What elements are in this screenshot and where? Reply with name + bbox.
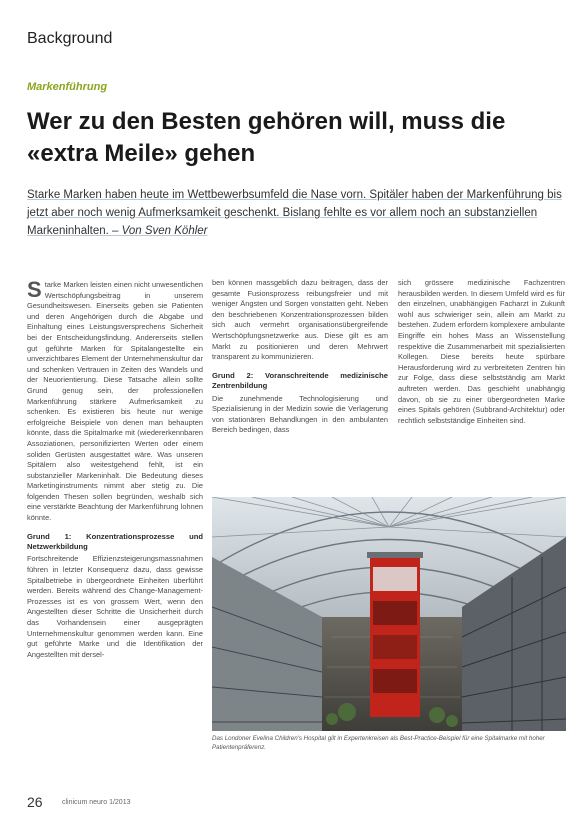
author-byline: Von Sven Köhler — [121, 225, 208, 237]
page-number: 26 — [27, 794, 43, 810]
col2-paragraph-1: ben können massgeblich dazu beitragen, dass der gesamte Fusionsprozess reibungsfreier und mit weniger Ängsten und Sorgen vonstatten geht. Neben den beschriebenen Konzentrationsprozessen bilden sich auch vermehrt organisationsübergreifende Wertschöpfungsnetzwerke aus. Diese gilt es am Markt zu positionieren und deren Mehrwert transparent zu kommunizieren. — [212, 278, 388, 362]
article-lead — [27, 186, 563, 240]
lead-text: Starke Marken haben heute im Wettbewerbsumfeld die Nase vorn. Spitäler haben der Markenführung bis jetzt aber noch wenig Aufmerksamkeit geschenkt. Bislang fehlte es vor allem noch an substanziellen Markeninhalten. – — [27, 189, 562, 237]
article-title: Wer zu den Besten gehören will, muss die «extra Meile» gehen — [27, 108, 506, 167]
col2-subheading: Grund 2: Voranschreitende medizinische Zentrenbildung — [212, 370, 388, 391]
col3-paragraph-1: sich grössere medizinische Fachzentren herausbilden werden. In diesem Umfeld wird es für den einzelnen, unabhängigen Facharzt in Zukunft wohl aus schwieriger sein, allein am Markt zu bestehen. Zudem erfordern komplexere ambulante Eingriffe ein hohes Mass an Wissenstellung respektive die Zusammenarbeit mit spezialisierten Kollegen. Diese bereits heute spürbare Herausforderung wird zu verbreiteten Zentren hin zur Folge, dass diese selbstständig am Markt auftreten werden. Das geschieht unabhängig davon, ob sie zu einer übergeordneten Marke eines Spitals gehören (Subbrand-Architektur) oder rechtlich selbstständige Einheiten sind. — [398, 278, 565, 425]
col1-paragraph-1: tarke Marken leisten einen nicht unwesentlichen Wertschöpfungsbeitrag in unserem Gesundheitswesen. Einerseits geben sie Patienten und deren Angehörigen durch die Abgabe und Einhaltung eines Leistungsversprechens Sicherheit bei der Entscheidungsfindung. Andererseits stellen gut geführte Marken für Spitalangestellte ein unverzichtbares Element der Unternehmenskultur dar und schenken Vertrauen in Zeiten des Wandels und der Neuorientierung. Diese Tatsache allein sollte Grund genug sein, der professionellen Markenführung stärkere Aufmerksamkeit zu schenken. Es existieren bis heute nur wenige erfolgreiche Beispiele von denen man behaupten könnte, dass die Spitalmarke mit (wiedererkennbaren Assoziationen, personifizierten Werten oder einem soliden Gerüsten ausgestattet wäre. Was unseren Spitälern also weitestgehend fehlt, ist ein substanzieller Markeninhalt. Die Bedeutung dieses Marketinginstruments nimmt aber stetig zu. Die folgenden Thesen sollen begründen, weshalb sich eine verstärkte Beachtung der Markenführung lohnen könnte. — [27, 280, 203, 523]
hospital-atrium-photo — [212, 497, 566, 731]
section-label: Background — [27, 30, 113, 47]
drop-cap: S — [27, 280, 42, 302]
photo-caption: Das Londoner Evelina Children's Hospital gilt in Expertenkreisen als Best-Practice-Beispiel für eine Spitalmarke mit hoher Patientenpräferenz. — [212, 735, 545, 751]
col2-paragraph-2: Die zunehmende Technologisierung und Spezialisierung in der Medizin sowie die Verlagerung von stationären Behandlungen in den ambulanten Bereich bedingen, dass — [212, 393, 388, 435]
text-column-2 — [212, 278, 388, 488]
article-kicker: Markenführung — [27, 81, 108, 93]
publication-info: clinicum neuro 1/2013 — [62, 799, 131, 806]
text-column-1 — [27, 280, 203, 755]
col1-paragraph-2: Fortschreitende Effizienzsteigerungsmassnahmen führen in letzter Konsequenz dazu, dass gewisse Spitalbetriebe in übergeordnete Einheiten überführt werden. Bereits während des Change-Management-Prozesses ist es von grossem Wert, wenn den Angestellten dieser Schritte die Unsicherheit durch das Vorhandensein einer ausgeprägten Unternehmenskultur genommen werden kann. Eine gut geführte Marke und die Identifikation der Angestellten mit dersel- — [27, 554, 203, 659]
text-column-3 — [398, 278, 565, 488]
col1-subheading: Grund 1: Konzentrationsprozesse und Netzwerkbildung — [27, 531, 203, 552]
